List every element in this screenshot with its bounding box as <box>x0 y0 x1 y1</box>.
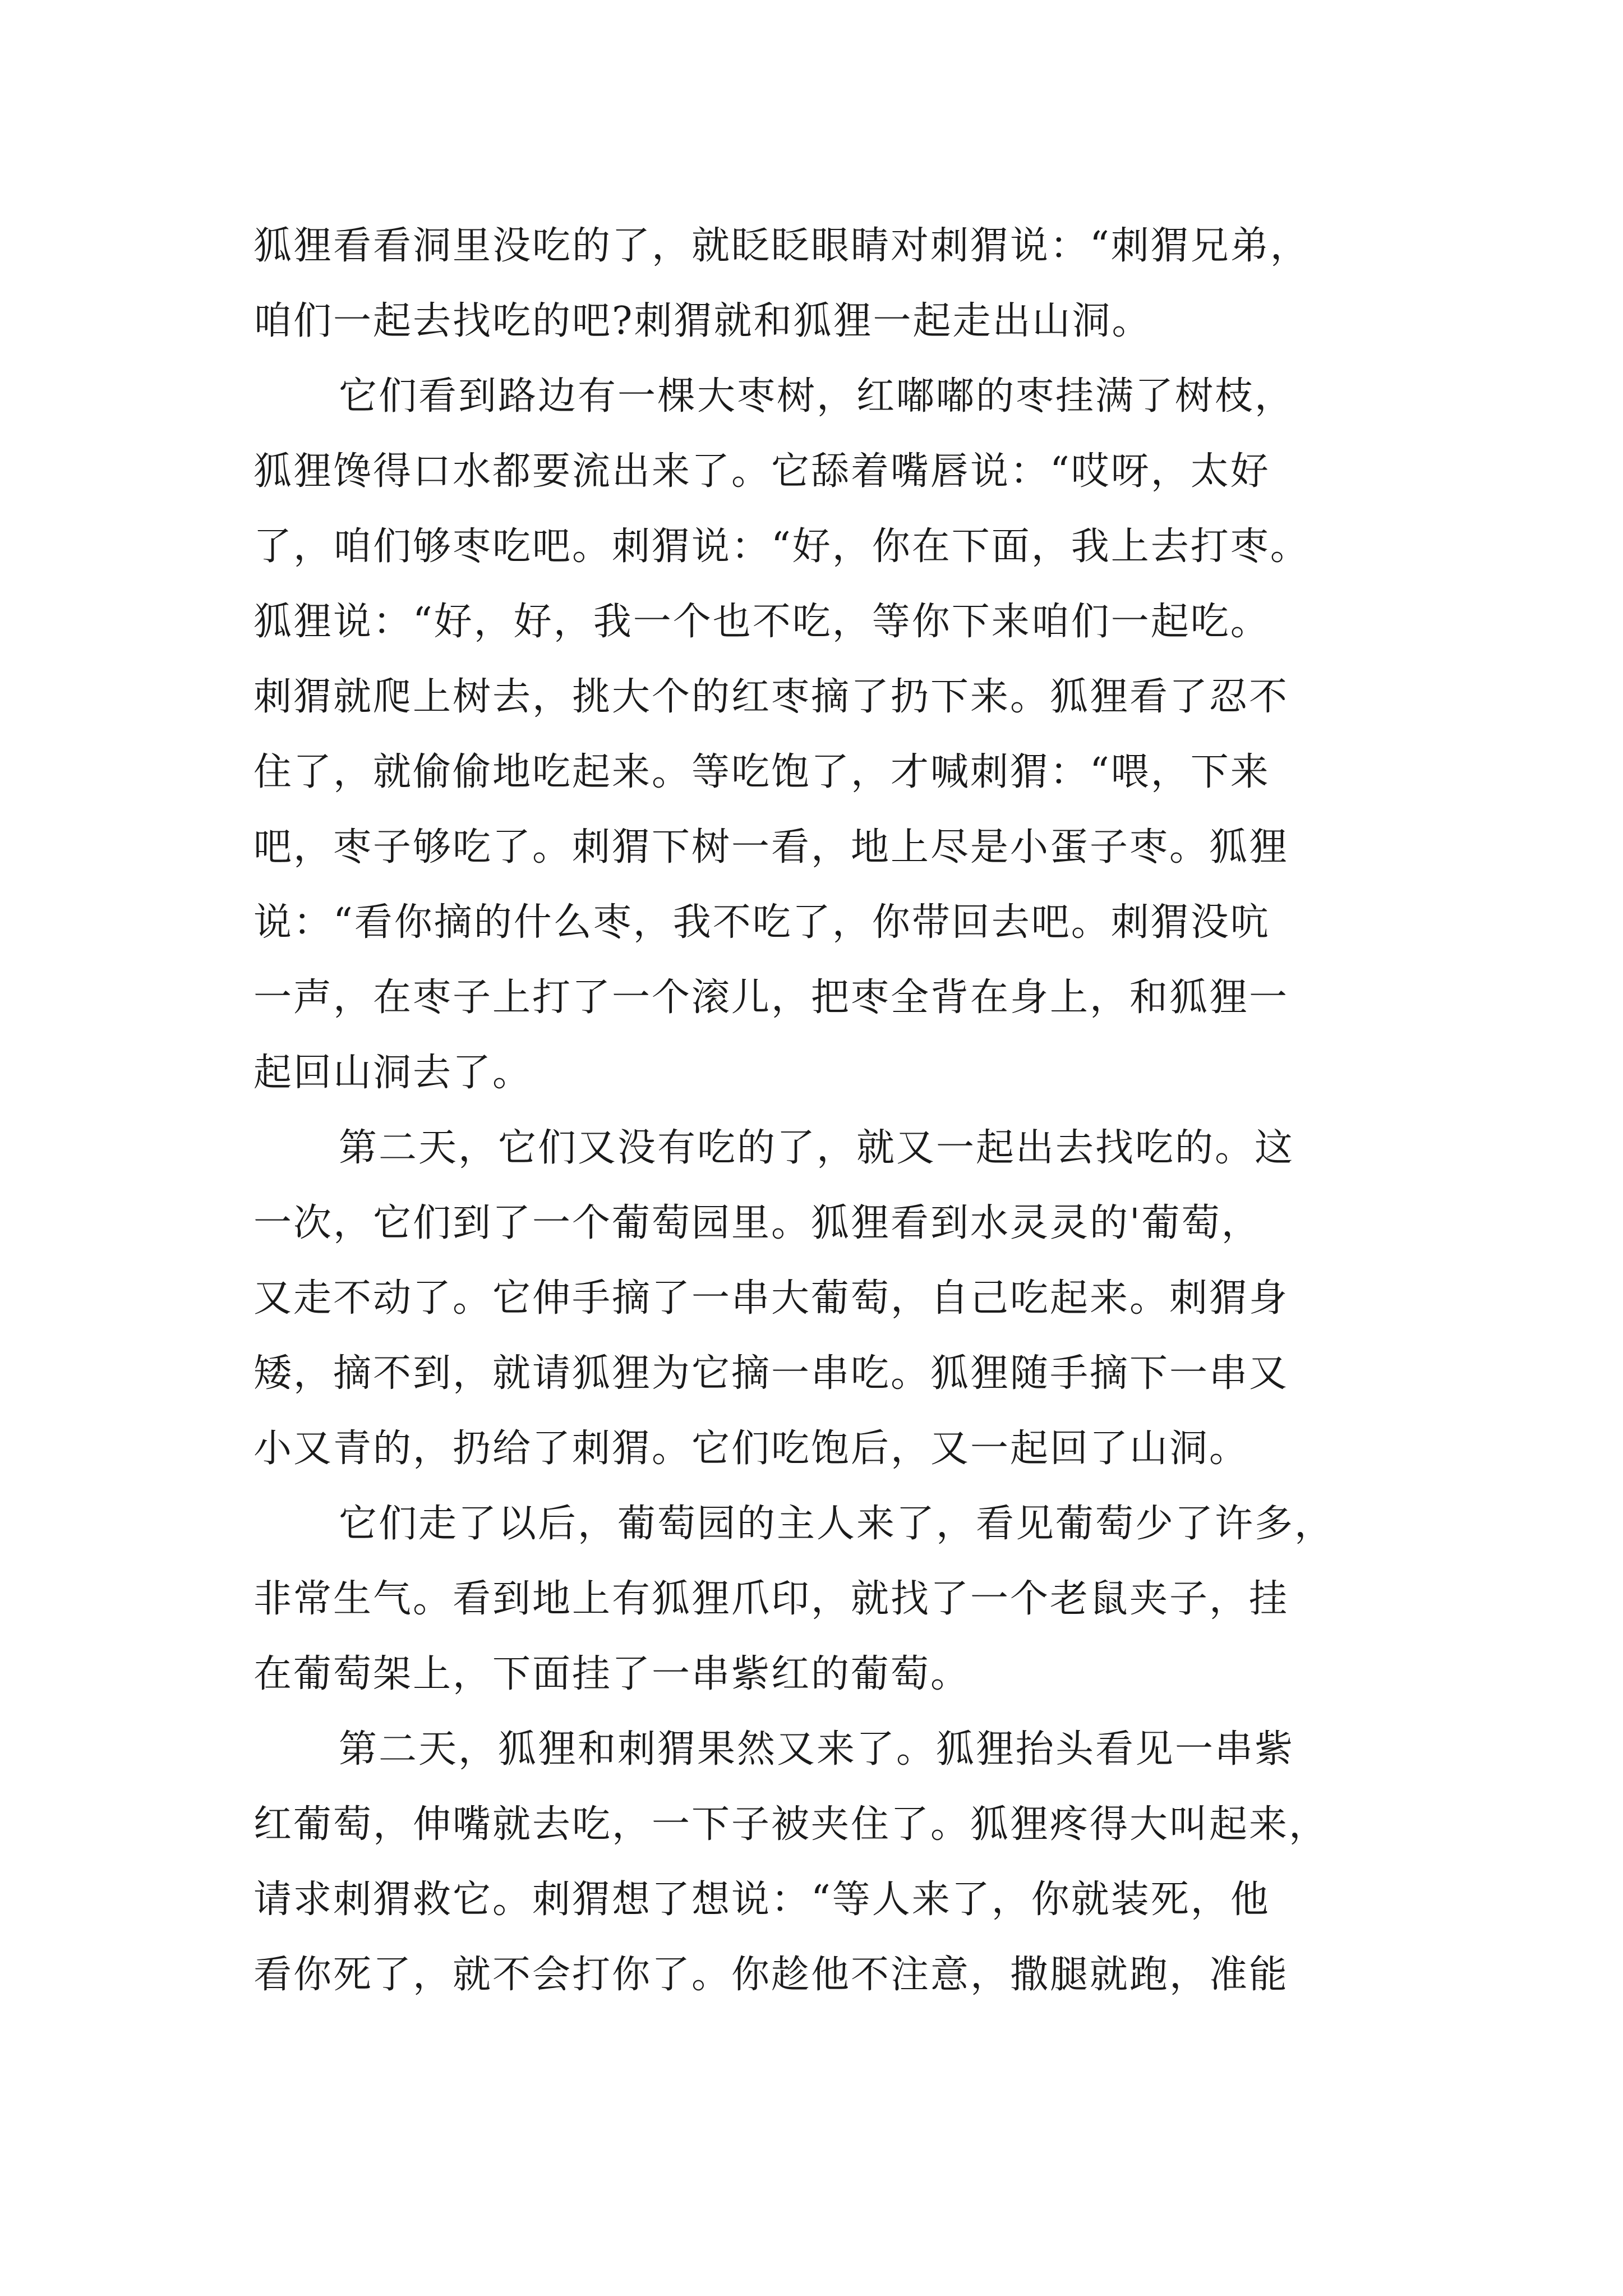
paragraph-first-line: 第二天，狐狸和刺猬果然又来了。狐狸抬头看见一串紫 <box>339 1727 1295 1772</box>
text-line: 非常生气。看到地上有狐狸爪印，就找了一个老鼠夹子，挂 <box>253 1577 1289 1621</box>
text-line: 咱们一起去找吃的吧?刺猬就和狐狸一起走出山洞。 <box>253 299 1152 343</box>
text-line: 看你死了，就不会打你了。你趁他不注意，撒腿就跑，准能 <box>253 1953 1289 1997</box>
text-line: 一声，在枣子上打了一个滚儿，把枣全背在身上，和狐狸一 <box>253 976 1289 1020</box>
text-line: 矮，摘不到，就请狐狸为它摘一串吃。狐狸随手摘下一串又 <box>253 1351 1289 1396</box>
text-line: 说：“看你摘的什么枣，我不吃了，你带回去吧。刺猬没吭 <box>253 900 1270 945</box>
text-line: 住了，就偷偷地吃起来。等吃饱了，才喊刺猬：“喂，下来 <box>253 750 1270 794</box>
text-line: 狐狸馋得口水都要流出来了。它舔着嘴唇说：“哎呀，太好 <box>253 449 1270 494</box>
paragraph-first-line: 它们看到路边有一棵大枣树，红嘟嘟的枣挂满了树枝， <box>339 374 1295 418</box>
text-line: 了，咱们够枣吃吧。刺猬说：“好，你在下面，我上去打枣。 <box>253 524 1310 569</box>
text-line: 狐狸看看洞里没吃的了，就眨眨眼睛对刺猬说：“刺猬兄弟， <box>253 224 1310 268</box>
text-line: 小又青的，扔给了刺猬。它们吃饱后，又一起回了山洞。 <box>253 1427 1249 1471</box>
paragraph-first-line: 第二天，它们又没有吃的了，就又一起出去找吃的。这 <box>339 1126 1295 1170</box>
text-line: 狐狸说：“好，好，我一个也不吃，等你下来咱们一起吃。 <box>253 600 1270 644</box>
text-line: 红葡萄，伸嘴就去吃，一下子被夹住了。狐狸疼得大叫起来， <box>253 1802 1329 1847</box>
text-line: 一次，它们到了一个葡萄园里。狐狸看到水灵灵的'葡萄， <box>253 1201 1261 1245</box>
text-line: 吧，枣子够吃了。刺猬下树一看，地上尽是小蛋子枣。狐狸 <box>253 825 1289 869</box>
text-line: 起回山洞去了。 <box>253 1051 533 1095</box>
text-line: 又走不动了。它伸手摘了一串大葡萄，自己吃起来。刺猬身 <box>253 1276 1289 1320</box>
text-line: 请求刺猬救它。刺猬想了想说：“等人来了，你就装死，他 <box>253 1878 1270 1922</box>
body-text <box>253 209 1375 2013</box>
text-line: 在葡萄架上，下面挂了一串紫红的葡萄。 <box>253 1652 971 1696</box>
text-line: 刺猬就爬上树去，挑大个的红枣摘了扔下来。狐狸看了忍不 <box>253 675 1289 719</box>
paragraph-first-line: 它们走了以后，葡萄园的主人来了，看见葡萄少了许多， <box>339 1502 1335 1546</box>
